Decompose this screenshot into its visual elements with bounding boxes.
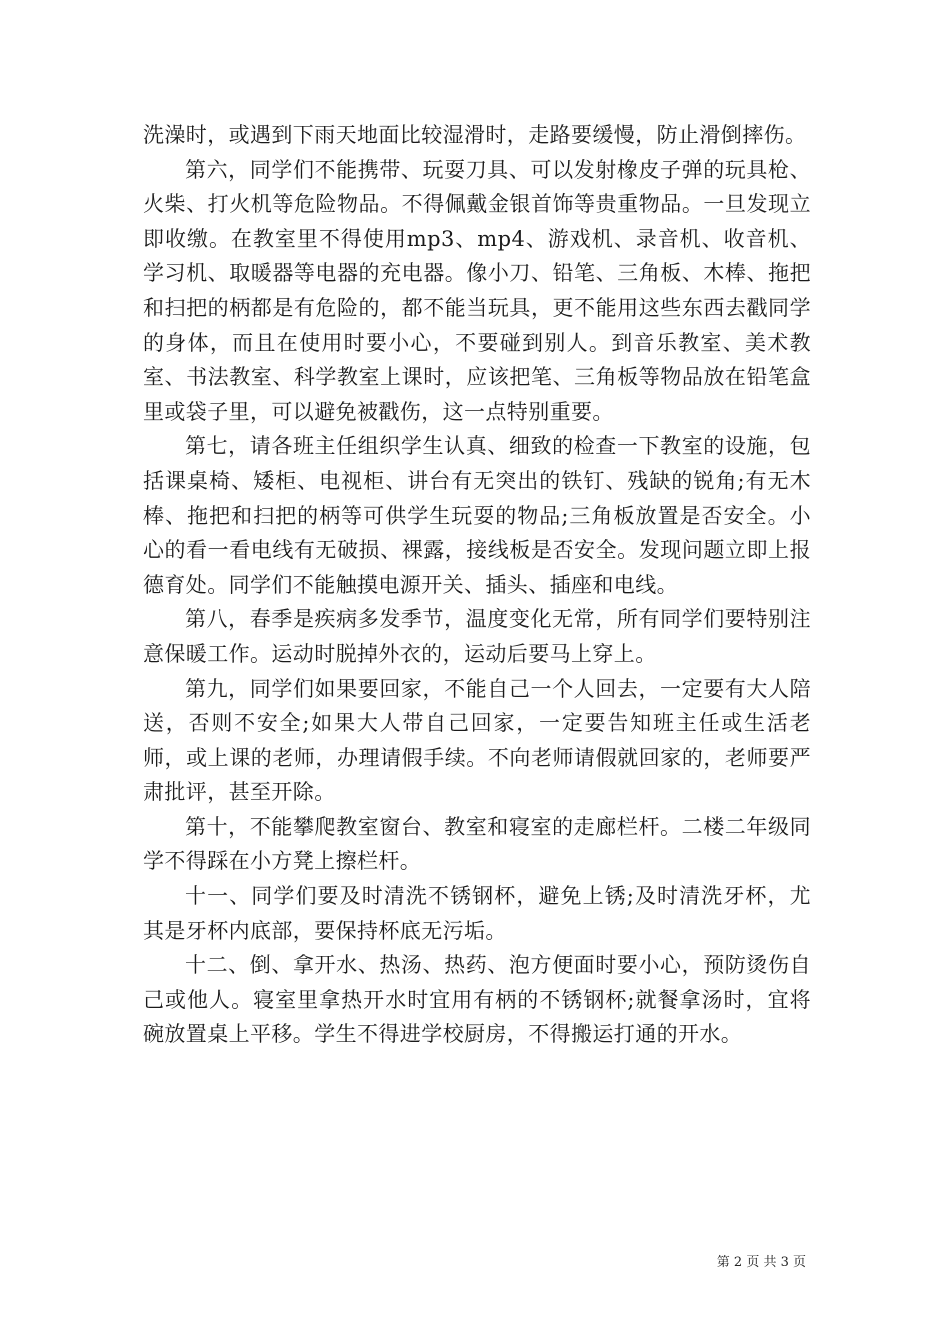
paragraph-rule-9: 第九，同学们如果要回家，不能自己一个人回去，一定要有大人陪送，否则不安全;如果大人带自己回家，一定要告知班主任或生活老师，或上课的老师，办理请假手续。不向老师请假就回家的，老师要严肃批评，甚至开除。 — [143, 676, 811, 805]
paragraph-rule-6: 第六，同学们不能携带、玩耍刀具、可以发射橡皮子弹的玩具枪、火柴、打火机等危险物品。不得佩戴金银首饰等贵重物品。一旦发现立即收缴。在教室里不得使用mp3、mp4、游戏机、录音机、收音机、学习机、取暖器等电器的充电器。像小刀、铅笔、三角板、木棒、拖把和扫把的柄都是有危险的，都不能当玩具，更不能用这些东西去戳同学的身体，而且在使用时要小心，不要碰到别人。到音乐教室、美术教室、书法教室、科学教室上课时，应该把笔、三角板等物品放在铅笔盒里或袋子里，可以避免被戳伤，这一点特别重要。 — [143, 157, 811, 424]
paragraph-rule-11: 十一、同学们要及时清洗不锈钢杯，避免上锈;及时清洗牙杯，尤其是牙杯内底部，要保持杯底无污垢。 — [143, 884, 811, 943]
paragraph-rule-10: 第十，不能攀爬教室窗台、教室和寝室的走廊栏杆。二楼二年级同学不得踩在小方凳上擦栏杆。 — [143, 814, 811, 874]
page-number: 第 2 页 共 3 页 — [716, 1255, 806, 1270]
paragraph-rule-8: 第八，春季是疾病多发季节，温度变化无常，所有同学们要特别注意保暖工作。运动时脱掉外衣的，运动后要马上穿上。 — [143, 607, 811, 666]
document-body — [143, 118, 811, 1052]
paragraph-rule-7: 第七，请各班主任组织学生认真、细致的检查一下教室的设施，包括课桌椅、矮柜、电视柜、讲台有无突出的铁钉、残缺的锐角;有无木棒、拖把和扫把的柄等可供学生玩耍的物品;三角板放置是否安全。小心的看一看电线有无破损、裸露，接线板是否安全。发现问题立即上报德育处。同学们不能触摸电源开关、插头、插座和电线。 — [143, 434, 811, 597]
paragraph-rule-12: 十二、倒、拿开水、热汤、热药、泡方便面时要小心，预防烫伤自己或他人。寝室里拿热开水时宜用有柄的不锈钢杯;就餐拿汤时，宜将碗放置桌上平移。学生不得进学校厨房，不得搬运打通的开水。 — [143, 953, 811, 1047]
paragraph-continuation: 洗澡时，或遇到下雨天地面比较湿滑时，走路要缓慢，防止滑倒摔伤。 — [143, 123, 807, 147]
